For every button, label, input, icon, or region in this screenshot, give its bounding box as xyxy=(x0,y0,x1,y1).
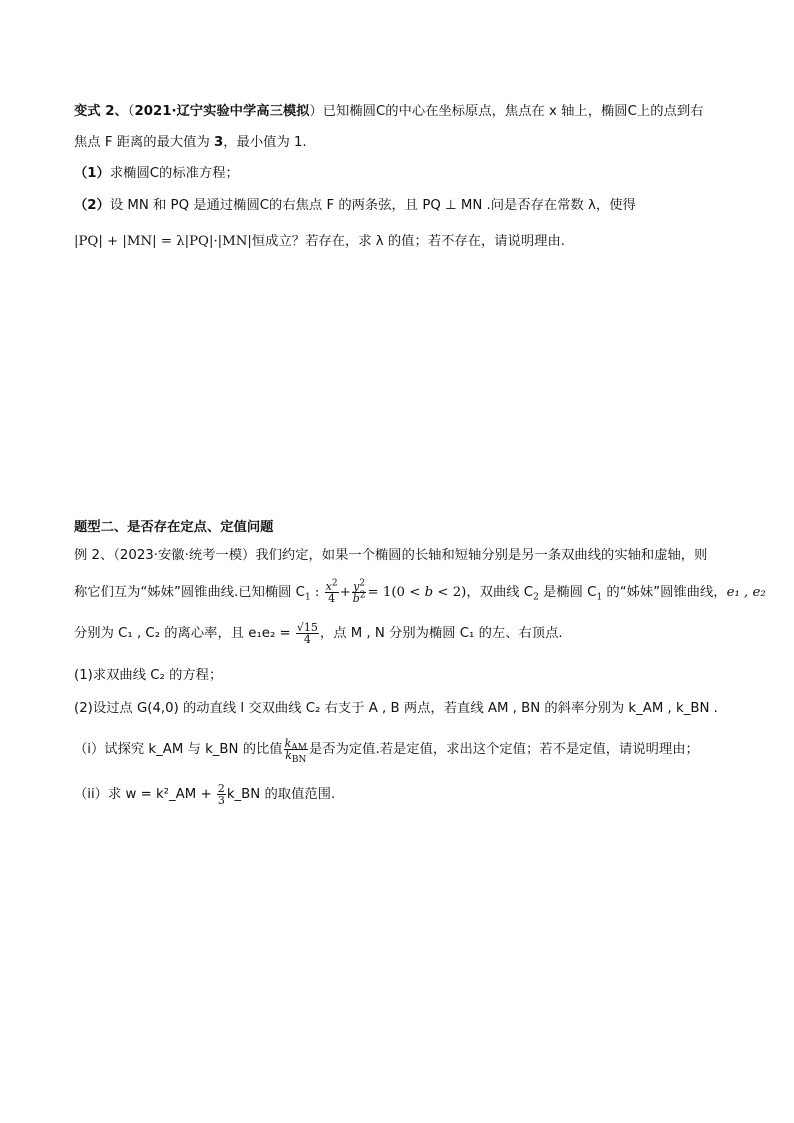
problem1-label: 变式 2、 xyxy=(74,104,128,119)
problem1-question2-line2 xyxy=(74,232,565,252)
problem2-line3-b: ，点 M , N 分别为椭圆 C₁ 的左、右顶点. xyxy=(319,626,563,641)
problem2-line2-e: e₁ , e₂ xyxy=(726,585,766,600)
frac-sqrt15-over-4 xyxy=(296,622,319,645)
problem2-line2-d: 的“姊妹”圆锥曲线， xyxy=(602,585,727,600)
frac-kam-over-kbn: $\frac{k_{AM}}{k_{BN}}$ xyxy=(284,736,307,765)
problem2-line1: 例 2、（2023·安徽·统考一模）我们约定，如果一个椭圆的长轴和短轴分别是另一条双曲线的实轴和虚轴，则 xyxy=(74,548,708,563)
qii-text-b: k_BN 的取值范围. xyxy=(226,787,336,802)
problem1-line2 xyxy=(74,133,307,153)
source-close: ） xyxy=(309,104,323,119)
q2-equation: |PQ| + |MN| = λ|PQ|·|MN| xyxy=(74,234,252,249)
q2-text: 设 MN 和 PQ 是通过椭圆C的右焦点 F 的两条弦，且 PQ ⊥ MN .问是否存在常数 λ，使得 xyxy=(109,198,636,213)
q1-text: 求椭圆C的标准方程； xyxy=(109,166,239,181)
problem1-line1 xyxy=(74,102,703,122)
frac-numerator: √15 xyxy=(296,620,318,634)
problem1-question2 xyxy=(74,196,636,216)
frac-x2-over-4: $\frac{x^2}{4}$ xyxy=(325,577,338,605)
problem2-question2: (2)设过点 G(4,0) 的动直线 l 交双曲线 C₂ 右支于 A , B 两点，若直线 AM , BN 的斜率分别为 k_AM , k_BN . xyxy=(74,701,718,716)
frac-denominator: 4 xyxy=(303,632,311,646)
section-title: 题型二、是否存在定点、定值问题 xyxy=(74,520,274,535)
problem2-line3-a: 分别为 C₁ , C₂ 的离心率，且 e₁e₂ = xyxy=(74,626,295,641)
problem2-line3 xyxy=(74,620,563,648)
problem2-question1: (1)求双曲线 C₂ 的方程； xyxy=(74,668,223,683)
problem2-line2: 称它们互为“姊妹”圆锥曲线.已知椭圆 $C_1$ : $\frac{x^2}{4}$ + $\frac{y^2}{b^2}$ = 1(0 < b < 2)，双曲线 $C_2$ 是椭圆 $C_1$ 的“姊妹”圆锥曲线，e₁ , e₂ xyxy=(74,577,766,605)
problem1-line2-b: ，最小值为 1. xyxy=(223,135,307,150)
qii-text-a: （ii）求 w = k²_AM + xyxy=(74,787,216,802)
problem1-max-value: 3 xyxy=(214,135,224,150)
problem2-question-i xyxy=(74,735,699,765)
problem2-line2-b: ，双曲线 C xyxy=(466,585,534,600)
source-open: （ xyxy=(127,104,135,119)
qi-text-a: （i）试探究 k_AM 与 k_BN 的比值 xyxy=(74,742,283,757)
q2-number: （2） xyxy=(74,198,110,213)
problem1-source: 2021·辽宁实验中学高三模拟 xyxy=(134,104,310,119)
frac-y2-over-b2: $\frac{y^2}{b^2}$ xyxy=(352,577,366,605)
q1-number: （1） xyxy=(74,166,110,181)
problem2-line2-c: 是椭圆 C xyxy=(538,585,597,600)
problem1-line2-a: 焦点 F 距离的最大值为 xyxy=(74,135,214,150)
problem1-question1 xyxy=(74,164,239,184)
qi-text-b: 是否为定值.若是定值，求出这个定值；若不是定值，请说明理由； xyxy=(309,742,699,757)
problem2-question-ii xyxy=(74,780,335,810)
q2-line2-text: 恒成立？若存在，求 λ 的值；若不存在，请说明理由. xyxy=(251,234,565,249)
problem1-text: 已知椭圆C的中心在坐标原点，焦点在 x 轴上，椭圆C上的点到右 xyxy=(322,104,704,119)
frac-2-over-3: $\frac{2}{3}$ xyxy=(217,781,225,807)
problem2-line2-a: 称它们互为“姊妹”圆锥曲线.已知椭圆 C xyxy=(74,585,305,600)
